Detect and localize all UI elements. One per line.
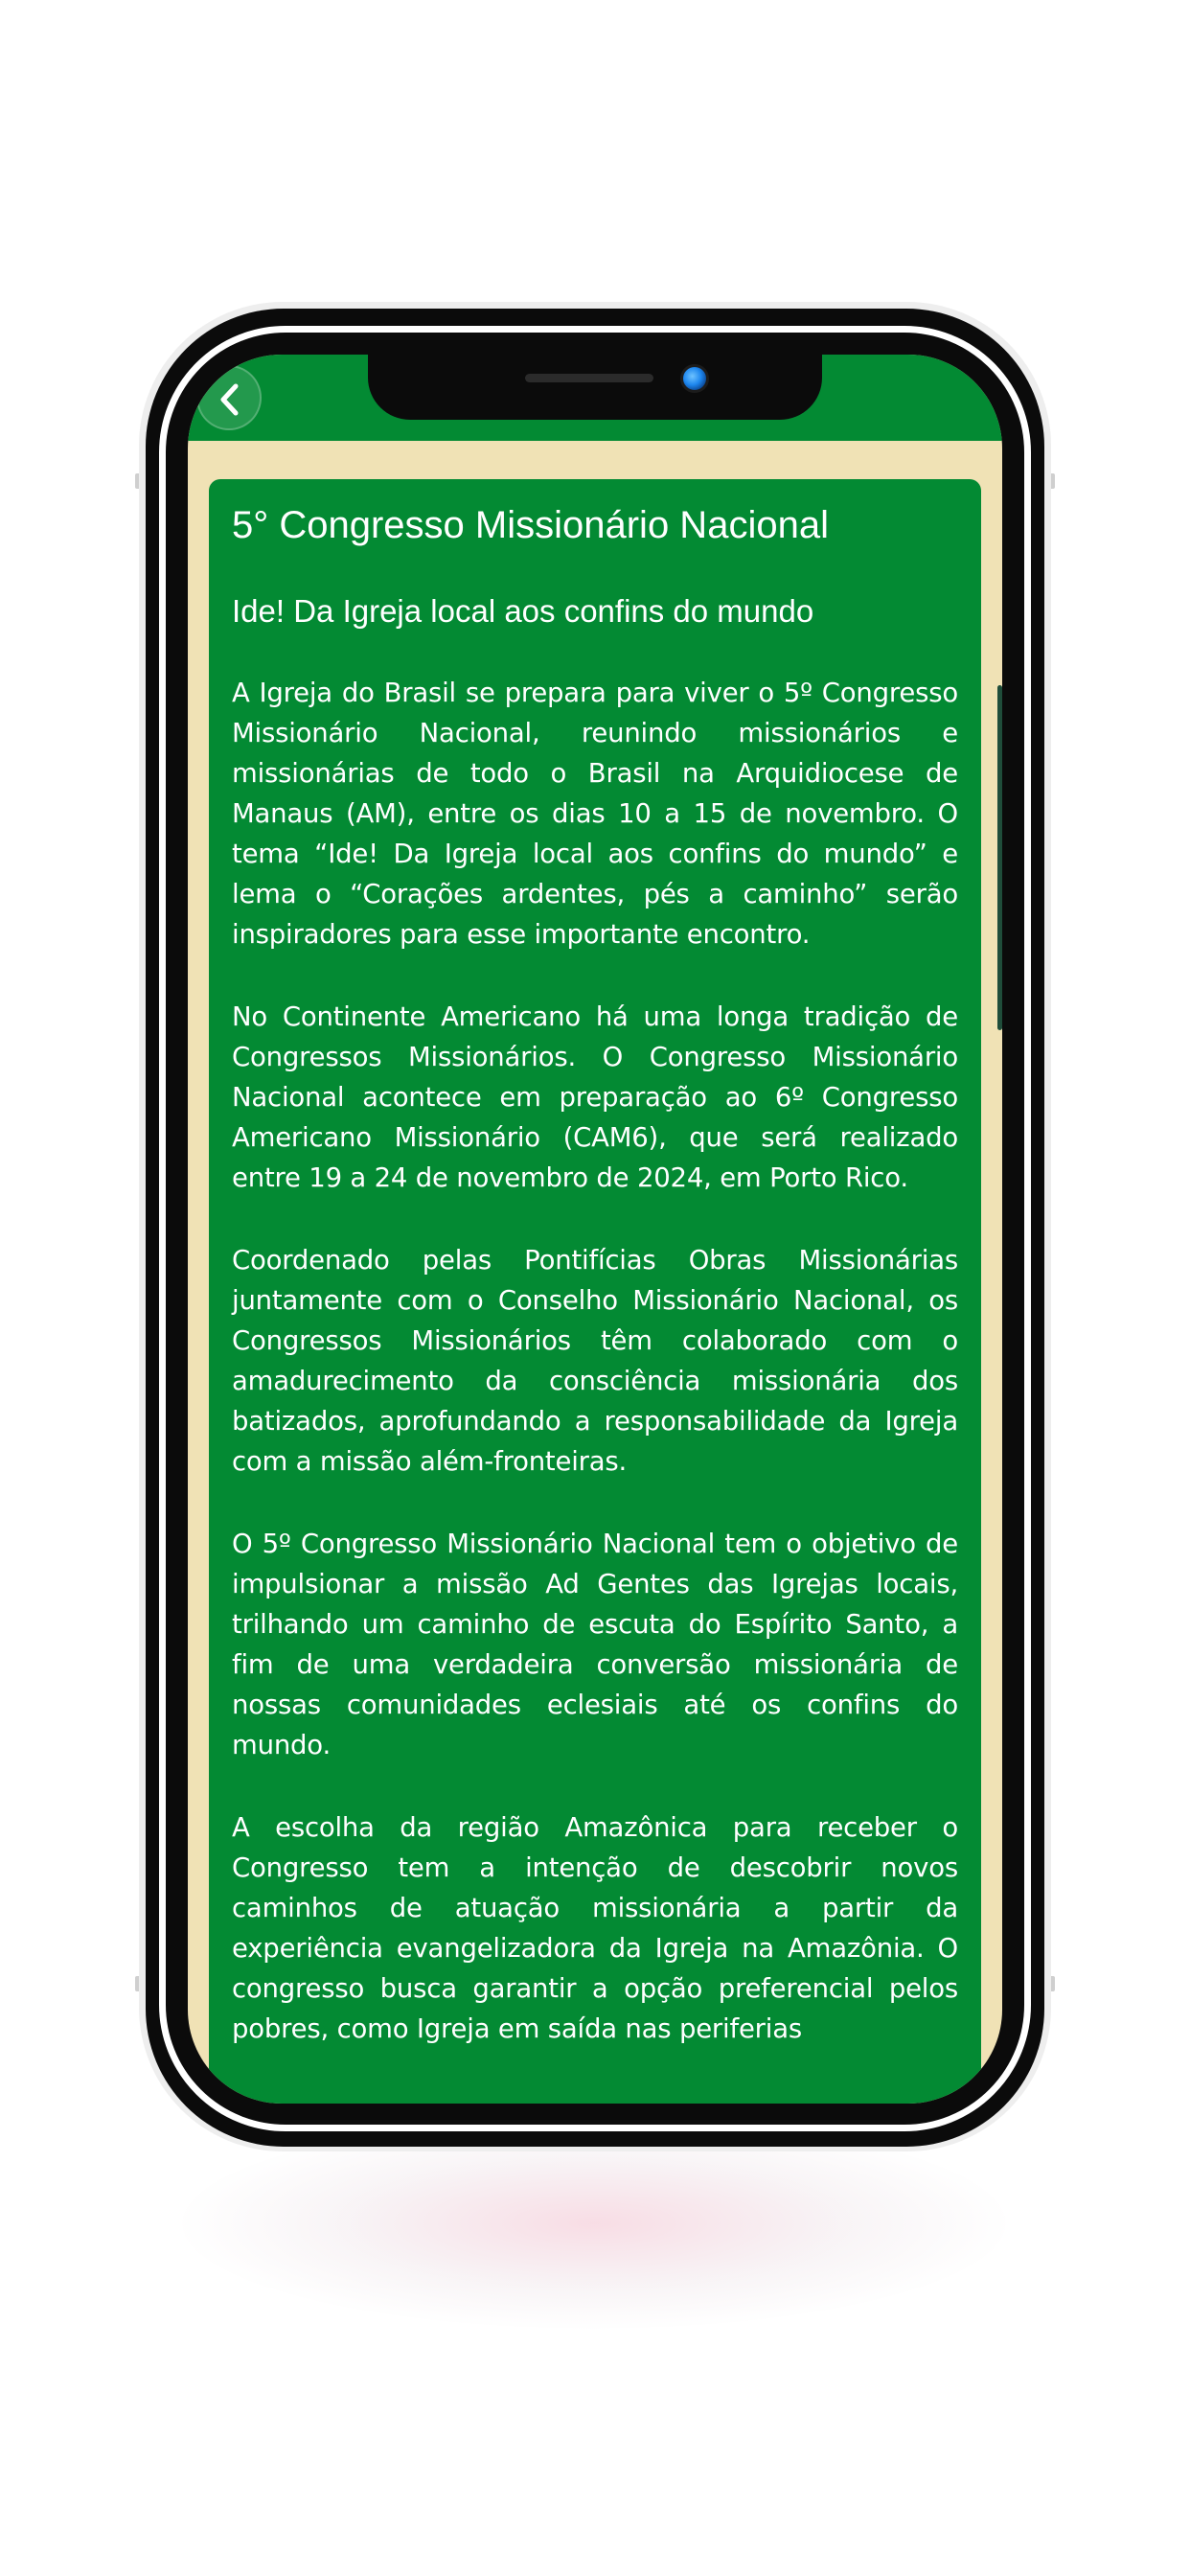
chevron-left-icon [212,380,250,419]
back-button[interactable] [196,365,262,430]
article-paragraph: No Continente Americano há uma longa tradição de Congressos Missionários. O Congresso Missionário Nacional acontece em preparação ao 6º Congresso Americano Missionário (CAM6), que será realizado entre 19 a 24 de novembro de 2024, em Porto Rico. [232,1001,958,1193]
article-paragraph: A Igreja do Brasil se prepara para viver o 5º Congresso Missionário Nacional, reunindo missionários e missionárias de todo o Brasil na Arquidiocese de Manaus (AM), entre os dias 10 a 15 de novembro. O tema “Ide! Da Igreja local aos confins do mundo” e lema o “Corações ardentes, pés a caminho” serão inspiradores para esse importante encontro. [232,678,958,950]
article-paragraph: Coordenado pelas Pontifícias Obras Missionárias juntamente com o Conselho Missionário Nacional, os Congressos Missionários têm colaborado com o amadurecimento da consciência missionária dos batizados, aprofundando a responsabilidade da Igreja com a missão além-fronteiras. [232,1245,958,1477]
speaker-grille [525,374,653,382]
article-title: 5° Congresso Missionário Nacional [232,504,829,546]
phone-notch [368,355,822,420]
article-card [209,479,981,2104]
article-paragraph: O 5º Congresso Missionário Nacional tem o objetivo de impulsionar a missão Ad Gentes das Igrejas locais, trilhando um caminho de escuta do Espírito Santo, a fim de uma verdadeira conversão missionária de nossas comunidades eclesiais até os confins do mundo. [232,1529,958,1760]
scroll-indicator[interactable] [997,685,1002,1030]
front-camera [680,364,709,393]
article-paragraph: A escolha da região Amazônica para receber o Congresso tem a intenção de descobrir novos caminhos de atuação missionária a partir da experiência evangelizadora da Igreja na Amazônia. O congresso busca garantir a opção preferencial pelos pobres, como Igreja em saída nas periferias [232,1812,958,2044]
article-subtitle: Ide! Da Igreja local aos confins do mundo [232,593,814,629]
phone-screen [188,355,1002,2104]
